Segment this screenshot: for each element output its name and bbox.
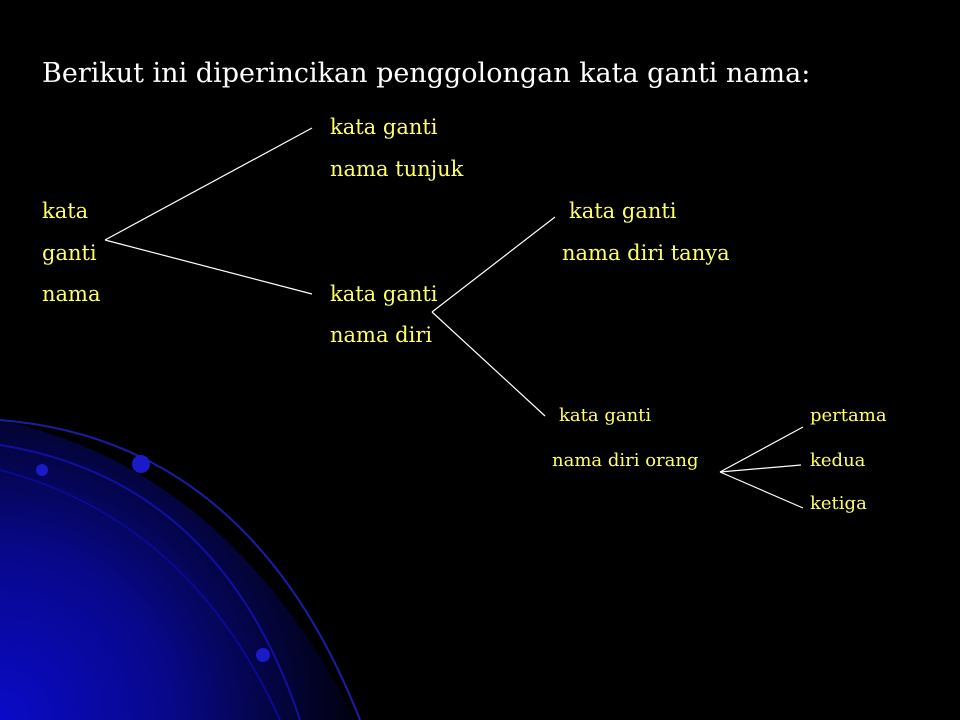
connector-root-demonstrative	[105, 128, 312, 240]
person-label-line1: kata ganti	[559, 405, 652, 426]
person-label-line2: nama diri orang	[552, 450, 699, 471]
demonstrative-label-line2: nama tunjuk	[330, 157, 464, 181]
connector-personal-interrogative	[432, 217, 555, 312]
personal-label-line2: nama diri	[330, 323, 433, 347]
connector-personal-person	[432, 312, 545, 416]
demonstrative-label-line1: kata ganti	[330, 115, 438, 139]
root-label-line2: ganti	[42, 241, 97, 265]
personal-label-line1: kata ganti	[330, 282, 438, 306]
root-label-line3: nama	[42, 282, 101, 306]
root-label-line1: kata	[42, 199, 89, 223]
connector-root-personal	[105, 240, 312, 294]
connector-person-third	[720, 472, 803, 508]
interrogative-label-line2: nama diri tanya	[562, 241, 730, 265]
person-second-label: kedua	[810, 450, 866, 471]
slide-title: Berikut ini diperincikan penggolongan kata ganti nama:	[42, 58, 811, 89]
person-third-label: ketiga	[810, 493, 867, 514]
interrogative-label-line1: kata ganti	[569, 199, 677, 223]
person-first-label: pertama	[810, 405, 887, 426]
connector-person-first	[720, 427, 803, 472]
